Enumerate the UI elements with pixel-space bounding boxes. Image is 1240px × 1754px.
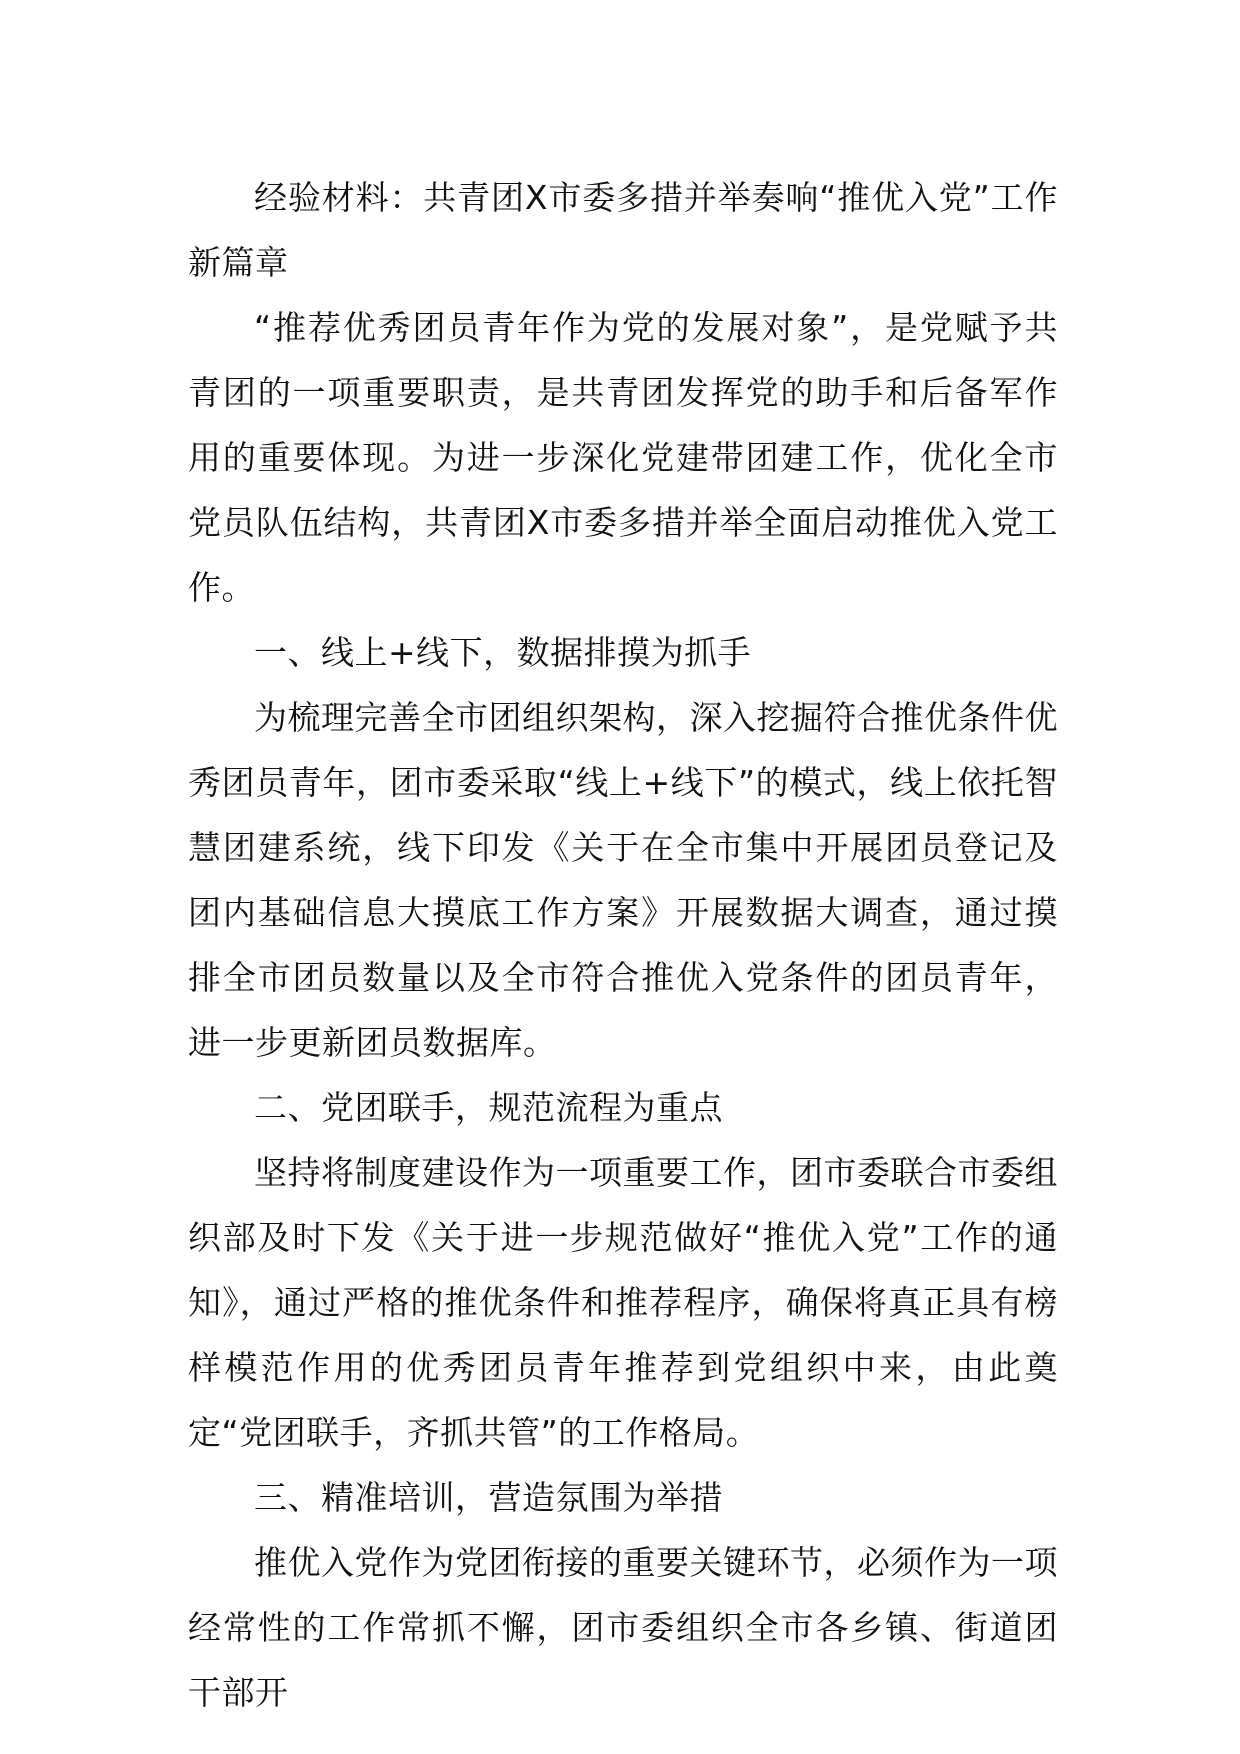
- section-2-paragraph: 坚持将制度建设作为一项重要工作，团市委联合市委组织部及时下发《关于进一步规范做好“推优入党”工作的通知》，通过严格的推优条件和推荐程序，确保将真正具有榜样模范作用的优秀团员青年推荐到党组织中来，由此奠定“党团联手，齐抓共管”的工作格局。: [188, 1153, 1058, 1452]
- document-body: [188, 165, 1058, 1725]
- section-1-heading: 一、线上+线下，数据排摸为抓手: [254, 633, 752, 672]
- document-title: 经验材料：共青团X市委多措并举奏响“推优入党”工作新篇章: [188, 178, 1058, 282]
- intro-paragraph: “推荐优秀团员青年作为党的发展对象”，是党赋予共青团的一项重要职责，是共青团发挥党的助手和后备军作用的重要体现。为进一步深化党建带团建工作，优化全市党员队伍结构，共青团X市委多措并举全面启动推优入党工作。: [188, 308, 1058, 607]
- section-1-paragraph: 为梳理完善全市团组织架构，深入挖掘符合推优条件优秀团员青年，团市委采取“线上+线下”的模式，线上依托智慧团建系统，线下印发《关于在全市集中开展团员登记及团内基础信息大摸底工作方案》开展数据大调查，通过摸排全市团员数量以及全市符合推优入党条件的团员青年，进一步更新团员数据库。: [188, 698, 1058, 1062]
- section-2-heading: 二、党团联手，规范流程为重点: [254, 1088, 723, 1127]
- section-3-heading: 三、精准培训，营造氛围为举措: [254, 1478, 723, 1517]
- section-3-paragraph: 推优入党作为党团衔接的重要关键环节，必须作为一项经常性的工作常抓不懈，团市委组织全市各乡镇、街道团干部开: [188, 1543, 1058, 1712]
